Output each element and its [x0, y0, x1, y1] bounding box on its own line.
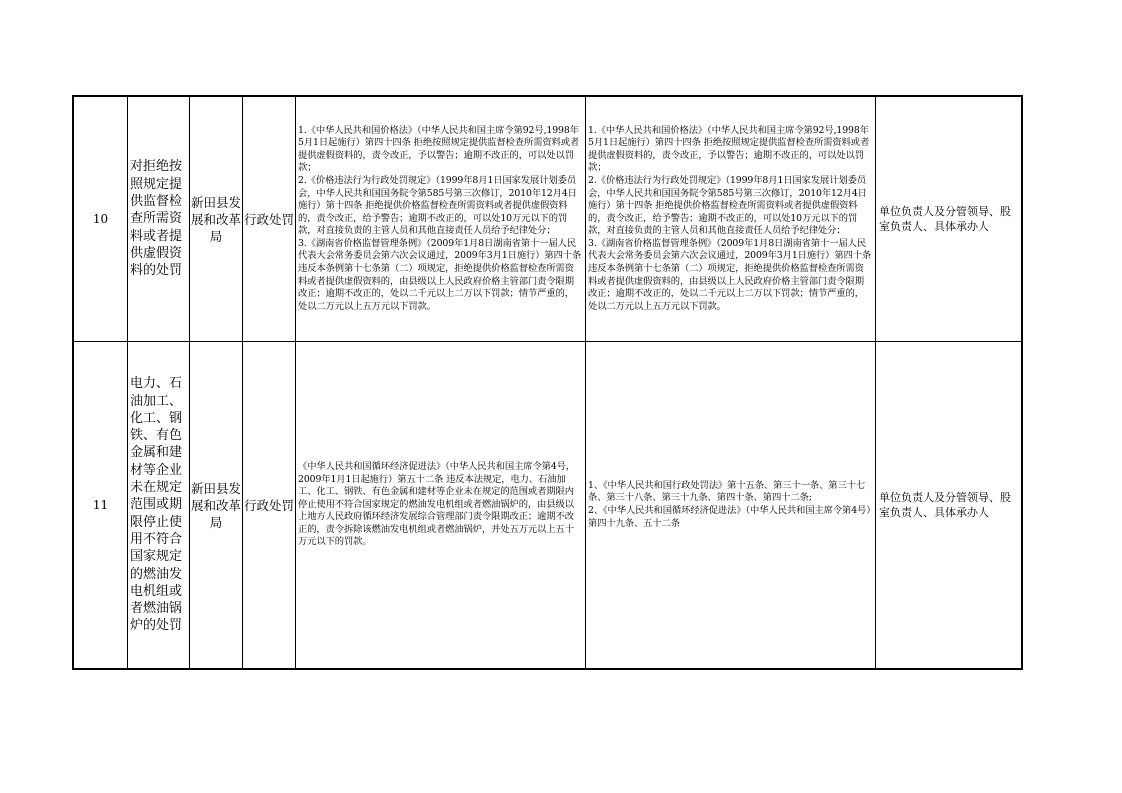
accountability-basis-paragraph: 2.《价格违法行为行政处罚规定》（1999年8月1日国家发展计划委员会，中华人民共和国国务院令第585号第三次修订，2010年12月4日施行）第十四条 拒绝提供价格监督检查所需资料或者提供虚假资料的，责令改正，给予警告；逾期不改正的，可以处10万元以下的罚款，对直接负责的主管人员和其他直接责任人员给予纪律处分； — [588, 174, 867, 237]
legal-basis-paragraph: 《中华人民共和国循环经济促进法》（中华人民共和国主席令第4号，2009年1月1日起施行）第五十二条 违反本法规定，电力、石油加工、化工、钢铁、有色金属和建材等企业未在规定的范围或者期限内停止使用不符合国家规定的燃油发电机组或者燃油锅炉的，由县级以上地方人民政府循环经济发展综合管理部门责令限期改正；逾期不改正的，责令拆除该燃油发电机组或者燃油锅炉，并处五万元以上五十万元以下的罚款。 — [298, 460, 576, 548]
legal-basis-cell — [296, 96, 586, 342]
power-type: 行政处罚 — [243, 342, 296, 670]
table-row — [73, 96, 1022, 342]
accountability-basis-cell — [586, 342, 876, 670]
power-type: 行政处罚 — [243, 96, 296, 342]
accountability-basis-paragraph: 1.《中华人民共和国价格法》（中华人民共和国主席令第92号,1998年5月1日起施行）第四十四条 拒绝按照规定提供监督检查所需资料或者提供虚假资料的，责令改正，予以警告；逾期不改正的，可以处以罚款； — [588, 124, 870, 174]
accountability-basis-paragraph: 3.《湖南省价格监督管理条例》（2009年1月8日湖南省第十一届人民代表大会常务委员会第六次会议通过，2009年3月1日施行）第四十条 违反本条例第十七条第（二）项规定，拒绝提供价格监督检查所需资料或者提供虚假资料的，由县级以上人民政府价格主管部门责令限期改正；逾期不改正的，处以二千元以上二万以下罚款；情节严重的，处以二万元以上五万元以下罚款。 — [588, 237, 875, 312]
item-name: 对拒绝按照规定提供监督检查所需资料或者提供虚假资料的处罚 — [128, 96, 190, 342]
legal-basis-paragraph: 1.《中华人民共和国价格法》（中华人民共和国主席令第92号,1998年5月1日起施行）第四十四条 拒绝按照规定提供监督检查所需资料或者提供虚假资料的，责令改正，予以警告；逾期不改正的，可以处以罚款； — [298, 124, 580, 174]
implementing-agency: 新田县发展和改革局 — [190, 342, 243, 670]
accountability-basis-cell — [586, 96, 876, 342]
responsible-persons: 单位负责人及分管领导、股室负责人、具体承办人 — [876, 96, 1023, 342]
implementing-agency: 新田县发展和改革局 — [190, 96, 243, 342]
item-name: 电力、石油加工、化工、钢铁、有色金属和建材等企业未在规定范围或期限停止使用不符合国家规定的燃油发电机组或者燃油锅炉的处罚 — [128, 342, 190, 670]
item-number: 10 — [73, 96, 128, 342]
responsible-persons: 单位负责人及分管领导、股室负责人、具体承办人 — [876, 342, 1023, 670]
legal-basis-cell — [296, 342, 586, 670]
table-row — [73, 342, 1022, 670]
legal-basis-paragraph: 2.《价格违法行为行政处罚规定》（1999年8月1日国家发展计划委员会，中华人民共和国国务院令第585号第三次修订，2010年12月4日施行）第十四条 拒绝提供价格监督检查所需资料或者提供虚假资料的，责令改正，给予警告；逾期不改正的，可以处10万元以下的罚款，对直接负责的主管人员和其他直接责任人员给予纪律处分； — [298, 174, 577, 237]
legal-basis-paragraph: 3.《湖南省价格监督管理条例》（2009年1月8日湖南省第十一届人民代表大会常务委员会第六次会议通过，2009年3月1日施行）第四十条 违反本条例第十七条第（二）项规定，拒绝提供价格监督检查所需资料或者提供虚假资料的，由县级以上人民政府价格主管部门责令限期改正；逾期不改正的，处以二千元以上二万以下罚款；情节严重的，处以二万元以上五万元以下罚款。 — [298, 237, 585, 312]
item-number: 11 — [73, 342, 128, 670]
accountability-basis-paragraph: 2、《中华人民共和国循环经济促进法》（中华人民共和国主席令第4号）第四十九条、五十二条 — [588, 505, 871, 529]
power-list-table — [72, 95, 1023, 670]
accountability-basis-paragraph: 1、《中华人民共和国行政处罚法》第十五条、第三十一条、第三十七条、第三十八条、第三十九条、第四十条、第四十二条; — [588, 479, 866, 504]
